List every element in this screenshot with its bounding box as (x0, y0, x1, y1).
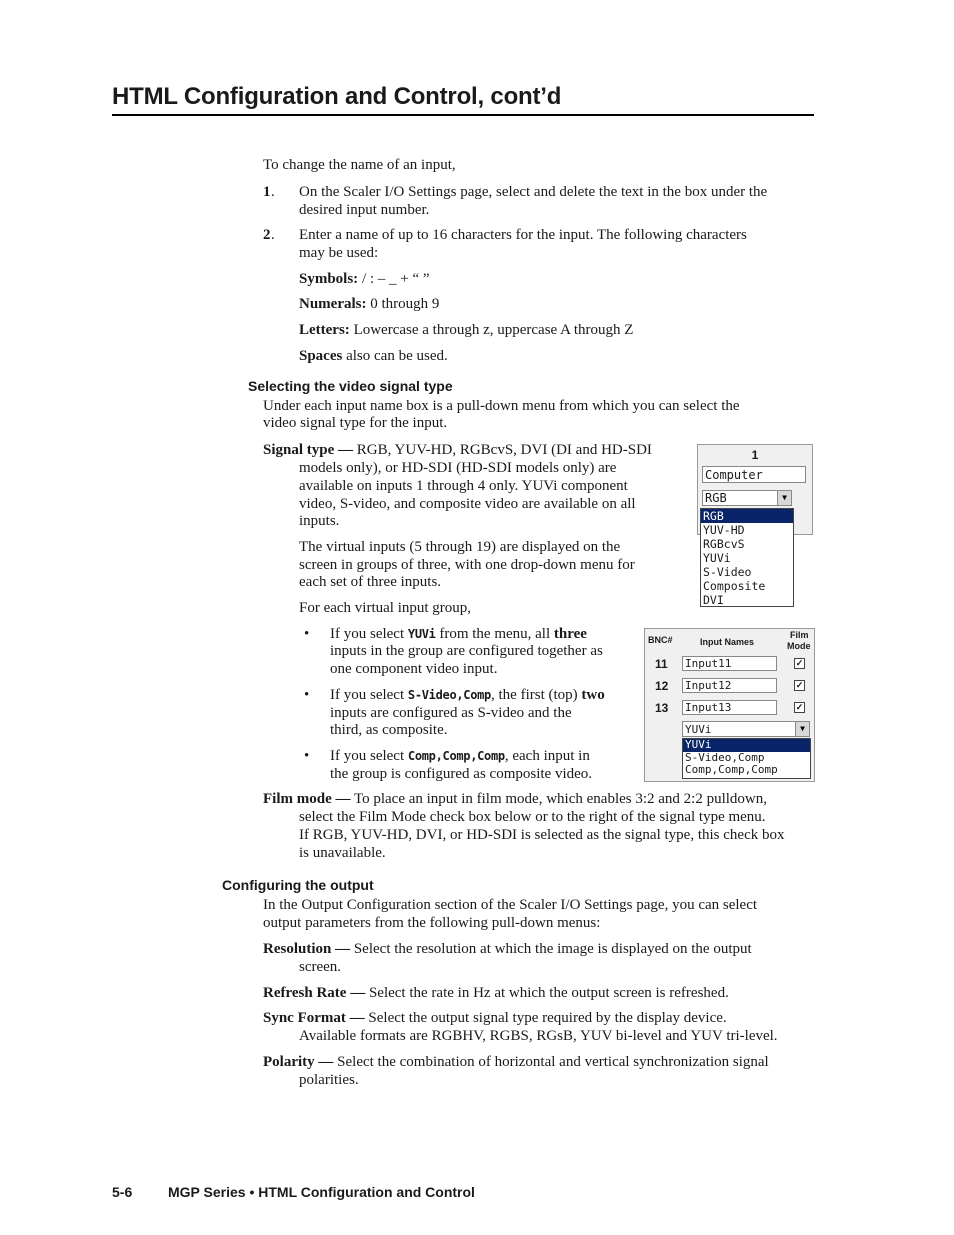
letters-line: Letters: Lowercase a through z, uppercase A through Z (299, 322, 634, 338)
dropdown-option-yuv-hd[interactable]: YUV-HD (703, 523, 745, 537)
sync-format-line2: Available formats are RGBHV, RGBS, RGsB, YUV bi-level and YUV tri-level. (299, 1028, 778, 1044)
bullet-2-line2: inputs are configured as S-video and the (330, 705, 572, 721)
input-number-label: 1 (751, 448, 759, 462)
spaces-line: Spaces also can be used. (299, 348, 448, 364)
resolution-line1: Resolution — Select the resolution at which the image is displayed on the output (263, 941, 752, 957)
step-1-text: On the Scaler I/O Settings page, select and delete the text in the box under the (299, 184, 768, 200)
bnc-number: 13 (655, 701, 669, 715)
signal-type-dropdown-list (700, 508, 794, 607)
column-header-input-names: Input Names (700, 637, 755, 647)
input-name-field[interactable]: Input12 (682, 678, 777, 693)
input-name-field[interactable]: Input11 (682, 656, 777, 671)
page-number: 5-6 (112, 1184, 133, 1200)
virtual-inputs-line3: each set of three inputs. (299, 574, 442, 590)
page-header (112, 82, 814, 116)
dropdown-option-comp-comp-comp[interactable]: Comp,Comp,Comp (685, 763, 778, 776)
bullet-1-line2: inputs in the group are configured together as (330, 643, 603, 659)
signal-type-line4: video, S-video, and composite video are available on all (299, 496, 636, 512)
bullet-1-marker: • (304, 626, 310, 642)
dropdown-option-yuvi[interactable]: YUVi (703, 551, 731, 565)
signal-type-line3: available on inputs 1 through 4 only. YUVi component (299, 478, 628, 494)
film-mode-line1: Film mode — To place an input in film mode, which enables 3:2 and 2:2 pulldown, (263, 791, 768, 807)
signal-type-value: RGB (705, 491, 727, 505)
resolution-line2: screen. (299, 959, 342, 975)
bullet-2-line3: third, as composite. (330, 722, 448, 738)
column-header-mode: Mode (787, 641, 811, 651)
dropdown-option-composite[interactable]: Composite (703, 579, 766, 593)
group-signal-type-select[interactable] (682, 721, 810, 737)
polarity-line2: polarities. (299, 1072, 359, 1088)
bnc-number: 11 (655, 657, 668, 671)
video-signal-intro-cont: video signal type for the input. (263, 415, 448, 431)
film-mode-line2: select the Film Mode check box below or to the right of the signal type menu. (299, 809, 766, 825)
section-heading-video-signal: Selecting the video signal type (248, 378, 453, 394)
dropdown-option-rgbcvs[interactable]: RGBcvS (703, 537, 745, 551)
film-mode-checkbox[interactable]: ✓ (795, 702, 804, 712)
intro-lead: To change the name of an input, (263, 157, 456, 173)
output-intro: In the Output Configuration section of the Scaler I/O Settings page, you can select (263, 897, 758, 913)
input-name-field[interactable]: Input13 (682, 700, 777, 715)
polarity-line1: Polarity — Select the combination of horizontal and vertical synchronization signal (263, 1054, 769, 1070)
bullet-2-line1: If you select S-Video,Comp, the first (top) two (330, 687, 605, 703)
signal-type-line1: Signal type — RGB, YUV-HD, RGBcvS, DVI (DI and HD-SDI (263, 442, 652, 458)
refresh-rate-line: Refresh Rate — Select the rate in Hz at which the output screen is refreshed. (263, 985, 729, 1001)
bullet-1-line1: If you select YUVi from the menu, all three (330, 626, 587, 642)
film-mode-checkbox[interactable]: ✓ (795, 658, 804, 668)
bullet-2-marker: • (304, 687, 310, 703)
symbols-line: Symbols: / : – _ + “ ” (299, 271, 430, 287)
dropdown-option-rgb[interactable]: RGB (701, 509, 793, 523)
film-mode-checkbox[interactable]: ✓ (795, 680, 804, 690)
step-1-text-cont: desired input number. (299, 202, 430, 218)
footer-text: MGP Series • HTML Configuration and Control (168, 1184, 475, 1200)
video-signal-intro: Under each input name box is a pull-down menu from which you can select the (263, 398, 740, 414)
film-mode-line3: If RGB, YUV-HD, DVI, or HD-SDI is selected as the signal type, this check box (299, 827, 785, 843)
virtual-inputs-line1: The virtual inputs (5 through 19) are displayed on the (299, 539, 621, 555)
step-2-text: Enter a name of up to 16 characters for the input. The following characters (299, 227, 747, 243)
input-name-field[interactable]: Computer (702, 466, 806, 483)
dropdown-option-yuvi[interactable]: YUVi (683, 739, 810, 752)
column-header-film: Film (790, 630, 809, 640)
output-intro-cont: output parameters from the following pull-down menus: (263, 915, 601, 931)
bnc-number: 12 (655, 679, 669, 693)
chevron-down-icon[interactable]: ▼ (777, 491, 791, 505)
signal-type-line2: models only), or HD-SDI (HD-SDI models only) are (299, 460, 617, 476)
virtual-group-lead: For each virtual input group, (299, 600, 472, 616)
step-2-text-cont: may be used: (299, 245, 379, 261)
group-signal-type-dropdown-list (682, 738, 811, 779)
column-header-bnc: BNC# (648, 635, 673, 645)
virtual-inputs-line2: screen in groups of three, with one drop-down menu for (299, 557, 635, 573)
signal-type-line5: inputs. (299, 513, 340, 529)
bullet-3-line2: the group is configured as composite video. (330, 766, 593, 782)
section-heading-output: Configuring the output (222, 877, 374, 893)
sync-format-line1: Sync Format — Select the output signal type required by the display device. (263, 1010, 727, 1026)
bullet-3-line1: If you select Comp,Comp,Comp, each input in (330, 748, 590, 764)
dropdown-option-svideo-comp[interactable]: S-Video,Comp (685, 750, 765, 764)
signal-type-select[interactable] (702, 490, 792, 506)
group-signal-type-value: YUVi (685, 723, 712, 736)
bullet-1-line3: one component video input. (330, 661, 498, 677)
page-footer (112, 1184, 475, 1200)
chevron-down-icon[interactable]: ▼ (795, 722, 809, 736)
dropdown-option-s-video[interactable]: S-Video (703, 565, 752, 579)
page-title: HTML Configuration and Control, cont’d (112, 83, 562, 110)
step-2-number: 2 (263, 227, 271, 243)
dropdown-option-dvi[interactable]: DVI (703, 593, 724, 607)
numerals-line: Numerals: 0 through 9 (299, 296, 440, 312)
bullet-3-marker: • (304, 748, 310, 764)
film-mode-line4: is unavailable. (299, 845, 386, 861)
step-1-number: 1 (263, 184, 271, 200)
